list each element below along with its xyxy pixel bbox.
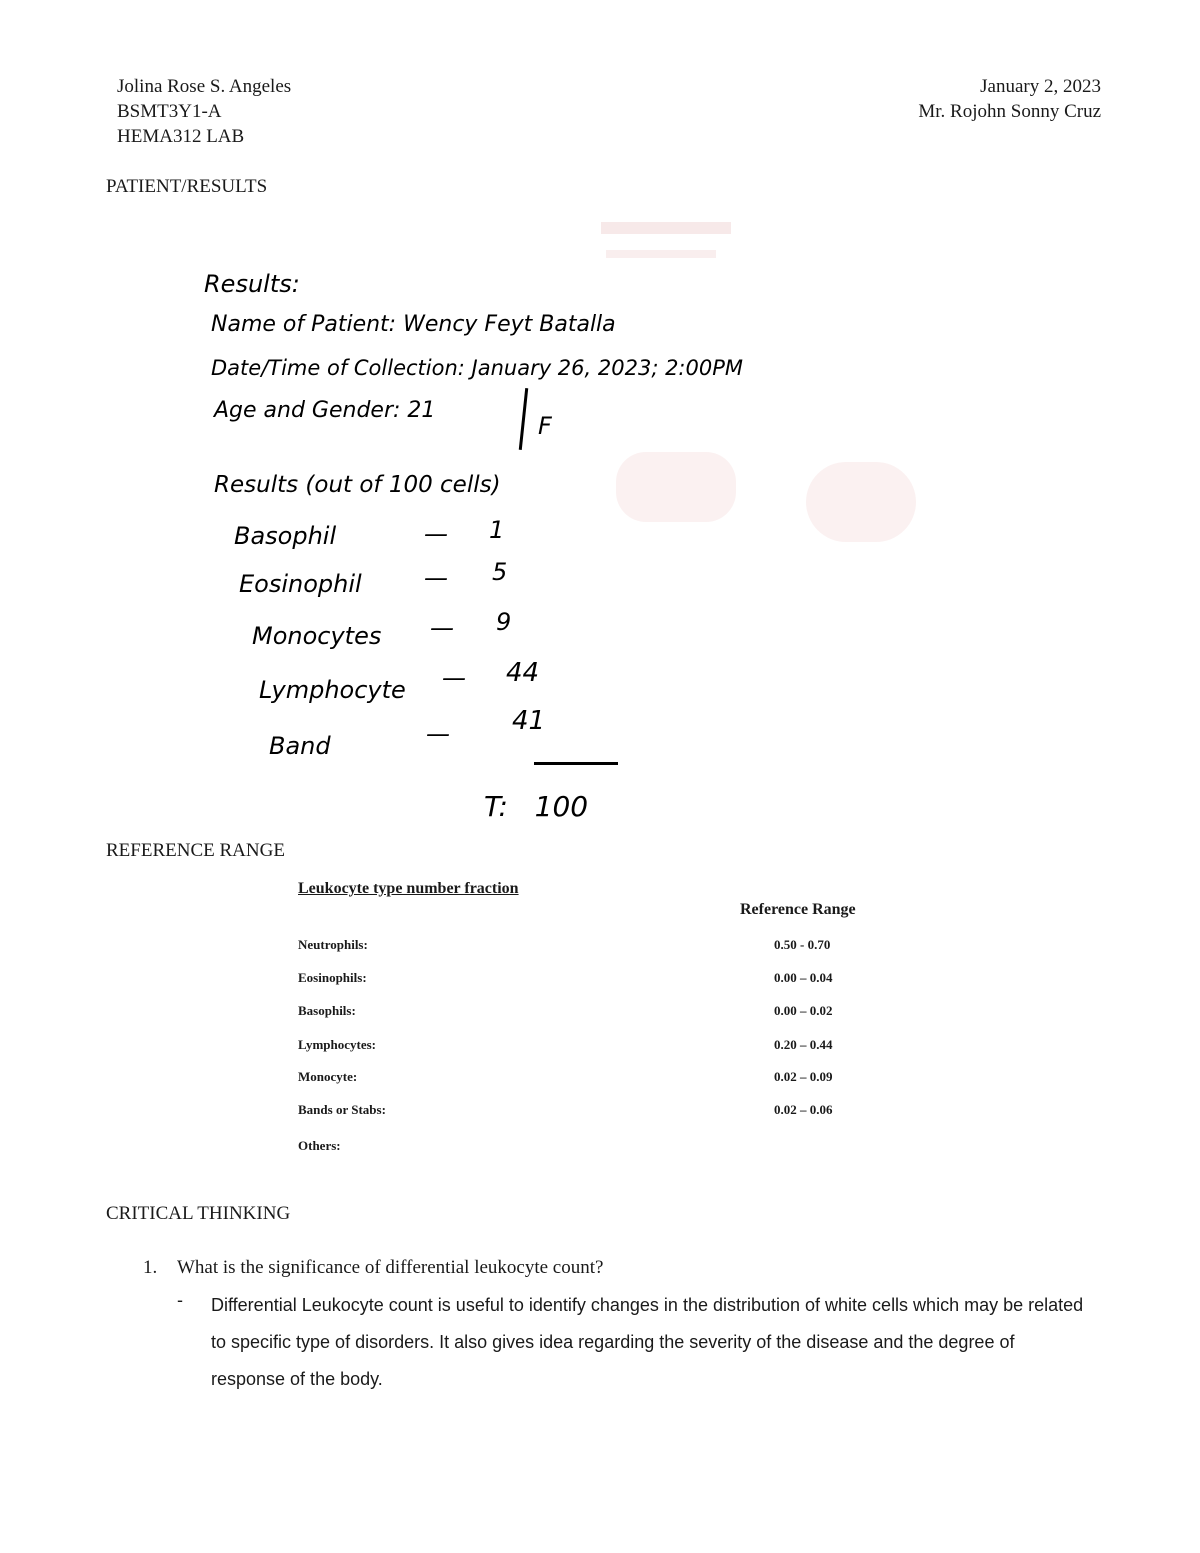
document-date: January 2, 2023	[980, 76, 1101, 97]
count-label-band: Band	[269, 732, 331, 760]
gender-value: F	[538, 412, 552, 440]
results-count-heading: Results (out of 100 cells)	[214, 472, 501, 498]
bleed-through-mark	[601, 222, 731, 234]
section-reference-range: REFERENCE RANGE	[106, 840, 285, 861]
age-gender-text: Age and Gender: 21	[214, 398, 436, 423]
count-label-lymphocyte: Lymphocyte	[259, 676, 406, 704]
age-gender-line	[214, 398, 435, 423]
course-code: HEMA312 LAB	[117, 126, 245, 147]
count-value-basophil: 1	[489, 516, 505, 544]
reference-value-basophils: 0.00 – 0.02	[774, 1003, 833, 1018]
reference-value-monocyte: 0.02 – 0.09	[774, 1069, 833, 1084]
reference-value-bands: 0.02 – 0.06	[774, 1102, 833, 1117]
count-value-eosinophil: 5	[492, 558, 508, 586]
bleed-through-mark	[606, 250, 716, 258]
age-gender-divider	[519, 388, 528, 450]
student-info	[117, 74, 291, 149]
count-dash: —	[424, 564, 448, 592]
total-underline	[534, 762, 618, 765]
count-dash: —	[426, 720, 450, 748]
reference-label-bands: Bands or Stabs:	[298, 1102, 386, 1117]
patient-name-line: Name of Patient: Wency Feyt Batalla	[211, 312, 616, 337]
results-heading: Results:	[204, 270, 300, 298]
reference-range-table	[298, 880, 898, 1170]
reference-value-eosinophils: 0.00 – 0.04	[774, 970, 833, 985]
student-section: BSMT3Y1-A	[117, 101, 222, 122]
reference-label-lymphocytes: Lymphocytes:	[298, 1037, 376, 1052]
reference-value-lymphocytes: 0.20 – 0.44	[774, 1037, 833, 1052]
reference-label-basophils: Basophils:	[298, 1003, 356, 1018]
date-instructor	[918, 74, 1101, 124]
handwritten-results-scan	[106, 222, 1100, 822]
answer-bullet: -	[177, 1290, 183, 1310]
section-critical-thinking: CRITICAL THINKING	[106, 1203, 291, 1224]
count-dash: —	[442, 664, 466, 692]
reference-table-title: Leukocyte type number fraction	[298, 880, 519, 897]
reference-label-others: Others:	[298, 1138, 341, 1153]
count-label-monocytes: Monocytes	[252, 622, 382, 650]
student-name: Jolina Rose S. Angeles	[117, 76, 292, 97]
total-value: T: 100	[484, 790, 589, 823]
reference-label-eosinophils: Eosinophils:	[298, 970, 367, 985]
reference-label-monocyte: Monocyte:	[298, 1069, 358, 1084]
answer-text: Differential Leukocyte count is useful to identify changes in the distribution of white cells which may be related to specific type of disorders. It also gives idea regarding the severity of the disease and the degree of response of the body.	[211, 1295, 1084, 1389]
question-text: What is the significance of differential leukocyte count?	[177, 1257, 604, 1278]
bleed-through-mark	[616, 452, 736, 522]
collection-datetime-line: Date/Time of Collection: January 26, 2023; 2:00PM	[211, 356, 744, 380]
section-patient-results: PATIENT/RESULTS	[106, 176, 268, 197]
instructor-name: Mr. Rojohn Sonny Cruz	[918, 101, 1101, 122]
count-dash: —	[424, 520, 448, 548]
count-value-band: 41	[512, 706, 546, 736]
count-dash: —	[430, 614, 454, 642]
reference-column-header: Reference Range	[740, 901, 856, 918]
count-label-basophil: Basophil	[234, 522, 337, 550]
count-value-monocytes: 9	[496, 608, 512, 636]
question-number: 1.	[143, 1257, 158, 1278]
reference-label-neutrophils: Neutrophils:	[298, 937, 368, 952]
count-label-eosinophil: Eosinophil	[239, 570, 362, 598]
count-value-lymphocyte: 44	[506, 658, 540, 688]
bleed-through-mark	[806, 462, 916, 542]
reference-value-neutrophils: 0.50 - 0.70	[774, 937, 831, 952]
